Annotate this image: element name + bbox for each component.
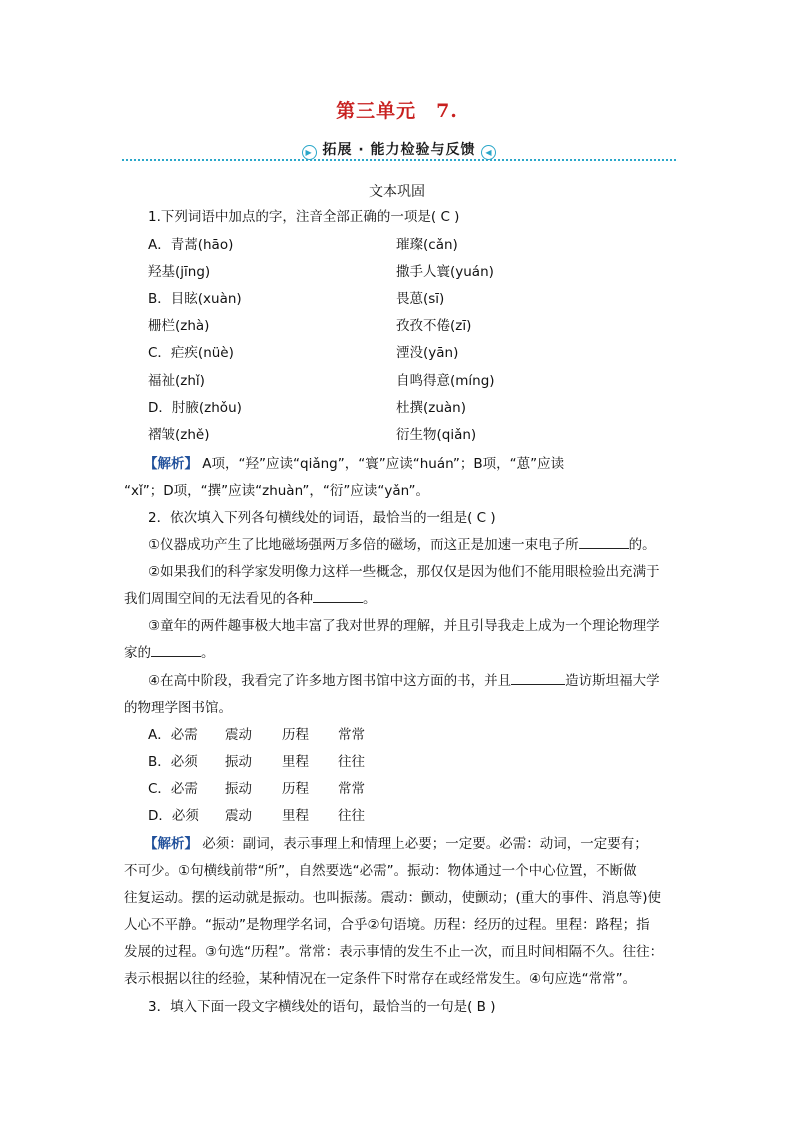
banner-label-wrap bbox=[292, 139, 507, 159]
q3-stem: 3．填入下面一段文字横线处的语句，最恰当的一句是( B ) bbox=[148, 999, 496, 1015]
arrow-right-icon: ▶ bbox=[302, 145, 317, 160]
q2-sentence-3: ③童年的两件趣事极大地丰富了我对世界的理解，并且引导我走上成为一个理论物理学 bbox=[148, 618, 660, 634]
q2-option-letter: A．必需 bbox=[148, 727, 198, 743]
q1-option-left: 栅栏(zhà) bbox=[148, 318, 210, 334]
q1-option-left: C．疟疾(nüè) bbox=[148, 345, 234, 361]
sentence-text: ④在高中阶段，我看完了许多地方图书馆中这方面的书，并且 bbox=[148, 673, 512, 689]
q2-option-letter: C．必需 bbox=[148, 781, 198, 797]
q1-option-right: 自鸣得意(míng) bbox=[396, 373, 495, 389]
q2-option-word: 常常 bbox=[338, 781, 365, 797]
q2-option-word: 里程 bbox=[282, 754, 309, 770]
q2-option-word: 振动 bbox=[225, 781, 252, 797]
sentence-text: 家的 bbox=[124, 645, 151, 661]
sentence-text: 。 bbox=[363, 591, 377, 607]
q1-option-left: 福祉(zhǐ) bbox=[148, 373, 205, 389]
sentence-text: 的。 bbox=[628, 537, 656, 553]
q2-option-word: 历程 bbox=[282, 781, 309, 797]
q2-option-letter: B．必须 bbox=[148, 754, 198, 770]
q1-option-left: 羟基(jīng) bbox=[148, 264, 211, 280]
q2-option-word: 震动 bbox=[225, 808, 252, 824]
analysis-label: 【解析】 bbox=[144, 456, 198, 472]
section-title: 文本巩固 bbox=[369, 184, 425, 200]
fill-blank bbox=[313, 590, 363, 603]
q2-sentence-4-cont: 的物理学图书馆。 bbox=[124, 700, 232, 716]
q1-option-left: B．目眩(xuàn) bbox=[148, 291, 242, 307]
analysis-text: 必须：副词，表示事理上和情理上必要；一定要。必需：动词，一定要有； bbox=[198, 836, 648, 852]
q2-option-word: 历程 bbox=[282, 727, 309, 743]
q1-stem: 1.下列词语中加点的字，注音全部正确的一项是( C ) bbox=[148, 209, 460, 225]
q1-option-right: 衍生物(qiǎn) bbox=[396, 427, 477, 443]
q1-option-left: D．肘腋(zhǒu) bbox=[148, 400, 242, 416]
fill-blank bbox=[511, 672, 565, 685]
q1-option-right: 畏葸(sī) bbox=[396, 291, 445, 307]
arrow-left-icon: ◀ bbox=[481, 145, 496, 160]
fill-blank bbox=[579, 536, 629, 549]
sentence-text: 造访斯坦福大学 bbox=[565, 673, 660, 689]
q2-option-word: 振动 bbox=[225, 754, 252, 770]
q2-option-word: 往往 bbox=[338, 808, 365, 824]
q2-analysis-line: 发展的过程。③句选“历程”。常常：表示事情的发生不止一次，而且时间相隔不久。往往： bbox=[124, 944, 664, 960]
q2-analysis-line: 表示根据以往的经验，某种情况在一定条件下时常存在或经常发生。④句应选“常常”。 bbox=[124, 971, 637, 987]
q2-option-letter: D．必须 bbox=[148, 808, 199, 824]
q1-option-right: 杜撰(zuàn) bbox=[396, 400, 467, 416]
q1-option-left: A．青蒿(hāo) bbox=[148, 237, 234, 253]
q2-stem: 2．依次填入下列各句横线处的词语，最恰当的一组是( C ) bbox=[148, 510, 496, 526]
q2-sentence-4 bbox=[148, 672, 660, 690]
q2-option-word: 震动 bbox=[225, 727, 252, 743]
q2-sentence-2-cont bbox=[124, 590, 377, 608]
q1-option-right: 璀璨(cǎn) bbox=[396, 237, 458, 253]
analysis-label: 【解析】 bbox=[144, 836, 198, 852]
q2-option-word: 里程 bbox=[282, 808, 309, 824]
q2-analysis-line: 往复运动。摆的运动就是振动。也叫振荡。震动：颤动，使颤动；(重大的事件、消息等)使 bbox=[124, 890, 662, 906]
q2-analysis bbox=[144, 835, 648, 853]
sentence-text: 我们周围空间的无法看见的各种 bbox=[124, 591, 313, 607]
sentence-text: ①仪器成功产生了比地磁场强两万多倍的磁场，而这正是加速一束电子所 bbox=[148, 537, 579, 553]
q2-option-word: 往往 bbox=[338, 754, 365, 770]
section-banner bbox=[122, 138, 676, 164]
q1-option-right: 撒手人寰(yuán) bbox=[396, 264, 494, 280]
q1-analysis-cont: “xǐ”；D项，“撰”应读“zhuàn”，“衍”应读“yǎn”。 bbox=[124, 483, 429, 499]
q2-sentence-1 bbox=[148, 536, 656, 554]
analysis-text: A项，“羟”应读“qiǎng”，“寰”应读“huán”；B项，“葸”应读 bbox=[198, 456, 565, 472]
sentence-text: 。 bbox=[201, 645, 215, 661]
dotted-divider bbox=[122, 159, 676, 161]
unit-title: 第三单元 7. bbox=[336, 100, 458, 122]
fill-blank bbox=[151, 644, 201, 657]
q1-analysis bbox=[144, 455, 564, 473]
q1-option-left: 褶皱(zhě) bbox=[148, 427, 210, 443]
q1-option-right: 孜孜不倦(zī) bbox=[396, 318, 472, 334]
q2-option-word: 常常 bbox=[338, 727, 365, 743]
q2-analysis-line: 人心不平静。“振动”是物理学名词，合乎②句语境。历程：经历的过程。里程：路程；指 bbox=[124, 917, 650, 933]
q1-option-right: 湮没(yān) bbox=[396, 345, 459, 361]
q2-sentence-3-cont bbox=[124, 644, 215, 662]
q2-sentence-2: ②如果我们的科学家发明像力这样一些概念，那仅仅是因为他们不能用眼检验出充满于 bbox=[148, 564, 660, 580]
q2-analysis-line: 不可少。①句横线前带“所”，自然要选“必需”。振动：物体通过一个中心位置，不断做 bbox=[124, 863, 637, 879]
banner-label: 拓展 · 能力检验与反馈 bbox=[322, 142, 476, 158]
